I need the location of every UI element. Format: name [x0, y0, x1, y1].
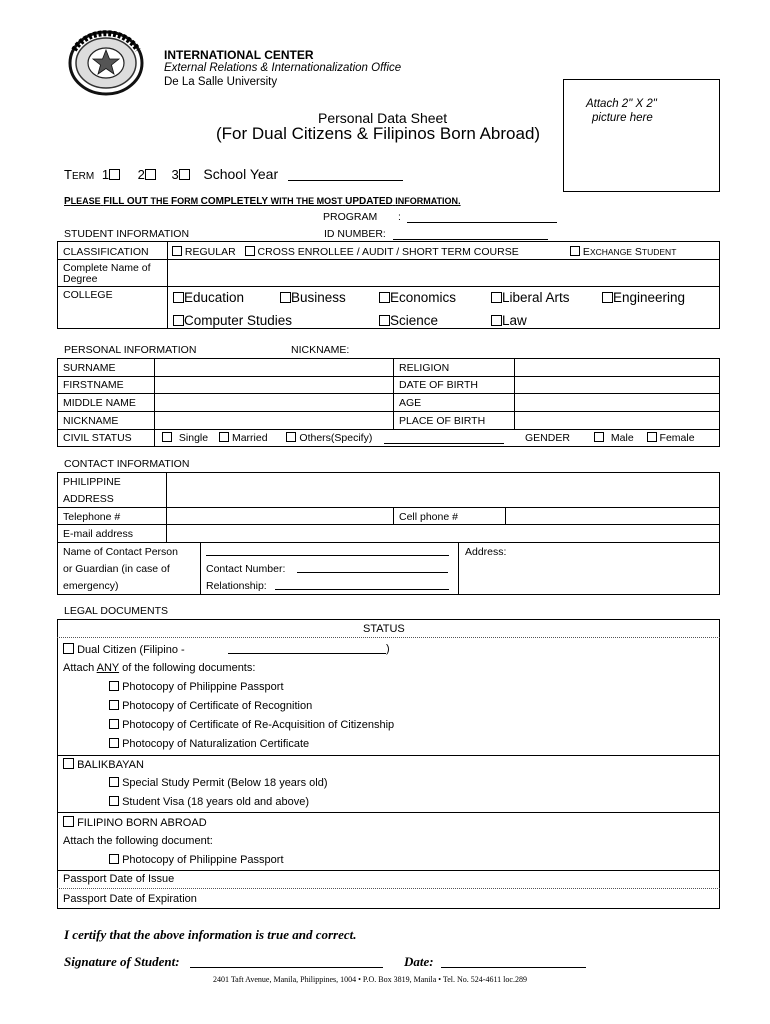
female-checkbox[interactable]: [647, 432, 657, 442]
dual-doc-1-label: Photocopy of Philippine Passport: [122, 681, 284, 693]
divider: [57, 429, 720, 430]
school-year-label: School Year: [203, 166, 279, 182]
college-business[interactable]: [280, 290, 346, 305]
liberal-arts-checkbox[interactable]: [491, 292, 502, 303]
exchange-E: E: [582, 246, 590, 258]
divider: [57, 812, 720, 813]
balikbayan-doc-2: [109, 796, 309, 808]
regular-label: REGULAR: [184, 246, 236, 258]
certification-statement: I certify that the above information is true and correct.: [64, 927, 357, 942]
male-checkbox[interactable]: [594, 432, 604, 442]
dual-doc-4: [109, 738, 309, 750]
passport-expiration-field[interactable]: [230, 891, 716, 906]
dual-citizen-label: Dual Citizen (Filipino -: [77, 644, 185, 656]
engineering-checkbox[interactable]: [602, 292, 613, 303]
program-colon: :: [398, 211, 401, 223]
education-label: Education: [184, 290, 245, 305]
dual-citizen-checkbox[interactable]: [63, 643, 74, 654]
term-label-rest: ERM: [71, 171, 95, 182]
age-label: AGE: [399, 397, 422, 409]
student-rest: TUDENT: [641, 247, 677, 257]
dual-doc-1-checkbox[interactable]: [109, 681, 119, 691]
science-checkbox[interactable]: [379, 315, 390, 326]
date-of-birth-label: DATE OF BIRTH: [399, 379, 478, 391]
exchange-rest: XCHANGE: [589, 247, 632, 257]
religion-label: RELIGION: [399, 362, 450, 374]
telephone-field[interactable]: [169, 509, 391, 523]
contact-number-label: Contact Number:: [206, 563, 286, 575]
divider: [57, 393, 720, 394]
divider: [57, 524, 720, 525]
degree-field[interactable]: [170, 262, 716, 284]
school-year-field[interactable]: [288, 166, 403, 181]
photo-box-line1: Attach 2" X 2": [586, 98, 657, 110]
photo-box[interactable]: [563, 79, 720, 192]
dual-doc-1: [109, 681, 284, 693]
dual-doc-2: [109, 700, 312, 712]
date-field[interactable]: [441, 954, 586, 968]
passport-expiration-label: Passport Date of Expiration: [63, 893, 197, 905]
divider: [458, 542, 459, 595]
term-option-3: 3: [171, 167, 179, 182]
engineering-label: Engineering: [613, 290, 686, 305]
balikbayan-doc-2-checkbox[interactable]: [109, 796, 119, 806]
instructions-orm: ORM: [177, 196, 199, 206]
civil-status-label: CIVIL STATUS: [63, 432, 132, 444]
term-option-1: 1: [101, 167, 110, 182]
university-name: De La Salle University: [164, 76, 278, 88]
instructions-information: INFORMATION: [395, 196, 459, 206]
term-1-checkbox[interactable]: [109, 169, 120, 180]
dual-doc-2-label: Photocopy of Certificate of Recognition: [122, 700, 313, 712]
divider: [57, 376, 720, 377]
business-label: Business: [291, 290, 346, 305]
others-specify-field[interactable]: [384, 432, 504, 444]
instructions-updated: UPDATED: [345, 196, 393, 207]
student-info-label: STUDENT INFORMATION: [64, 228, 190, 240]
signature-field[interactable]: [190, 954, 383, 968]
passport-issue-label: Passport Date of Issue: [63, 873, 175, 885]
id-number-label: ID NUMBER:: [324, 228, 386, 240]
email-label: E-mail address: [63, 528, 134, 540]
divider: [57, 286, 720, 287]
instructions-lease: LEASE: [70, 196, 101, 206]
divider: [57, 888, 720, 889]
instructions-f: F: [171, 196, 178, 207]
cellphone-field[interactable]: [508, 509, 718, 523]
surname-field[interactable]: [157, 360, 391, 375]
balikbayan-option: [63, 758, 144, 771]
dual-doc-3-checkbox[interactable]: [109, 719, 119, 729]
contact-person-label-2: or Guardian (in case of: [63, 563, 170, 575]
degree-label-1: Complete Name of: [63, 262, 151, 274]
divider: [167, 241, 168, 329]
others-label: Others(Specify): [299, 432, 373, 444]
contact-person-label-1: Name of Contact Person: [63, 546, 178, 558]
legal-docs-label: LEGAL DOCUMENTS: [64, 605, 169, 617]
relationship-label: Relationship:: [206, 580, 267, 592]
married-checkbox[interactable]: [219, 432, 229, 442]
computer-studies-checkbox[interactable]: [173, 315, 184, 326]
divider: [200, 542, 201, 595]
passport-issue-field[interactable]: [230, 872, 716, 886]
signature-label: Signature of Student:: [64, 954, 180, 969]
gender-label: GENDER: [525, 432, 570, 444]
middle-name-label: MIDDLE NAME: [63, 397, 136, 409]
exchange-student-option: [570, 246, 676, 258]
divider: [57, 637, 720, 638]
computer-studies-label: Computer Studies: [184, 313, 293, 328]
relationship-field[interactable]: [275, 578, 449, 590]
born-doc-1-label: Photocopy of Philippine Passport: [122, 854, 284, 866]
female-label: Female: [659, 432, 695, 444]
college-economics[interactable]: [379, 290, 456, 305]
divider: [57, 870, 720, 871]
status-header: STATUS: [363, 623, 405, 635]
contact-person-label-3: emergency): [63, 580, 119, 592]
cross-enrollee-label: CROSS ENROLLEE / AUDIT / SHORT TERM COURSE: [257, 246, 519, 258]
footer-address: 2401 Taft Avenue, Manila, Philippines, 1004 • P.O. Box 3819, Manila • Tel. No. 524-4611 loc.289: [213, 975, 527, 984]
term-row: [64, 166, 278, 182]
dual-doc-3-label: Photocopy of Certificate of Re-Acquisition of Citizenship: [122, 719, 395, 731]
instructions-fill: FILL OUT: [103, 196, 149, 207]
born-abroad-checkbox[interactable]: [63, 816, 74, 827]
attach-any: ANY: [96, 662, 120, 674]
dual-citizen-nationality-field[interactable]: [228, 642, 386, 654]
program-label: PROGRAM: [323, 211, 378, 223]
firstname-field[interactable]: [157, 378, 391, 392]
instructions-p: P: [64, 196, 71, 207]
attach-any-text: [63, 662, 255, 674]
gender-options: [594, 432, 695, 444]
divider: [393, 358, 394, 429]
male-label: Male: [610, 432, 634, 444]
divider: [154, 358, 155, 447]
instructions-with: WITH THE MOST: [270, 196, 343, 206]
dual-doc-4-label: Photocopy of Naturalization Certificate: [122, 738, 310, 750]
middle-name-field[interactable]: [157, 395, 391, 409]
dual-citizen-option: [63, 643, 185, 656]
born-abroad-label: FILIPINO BORN ABROAD: [77, 817, 207, 829]
balikbayan-doc-1: [109, 777, 328, 789]
nickname-header-label: NICKNAME:: [291, 344, 350, 356]
attach-pre: Attach: [63, 662, 97, 674]
balikbayan-doc-2-label: Student Visa (18 years old and above): [122, 796, 309, 808]
civil-status-options: [162, 432, 372, 444]
classification-label: CLASSIFICATION: [63, 246, 149, 258]
instructions-completely: COMPLETELY: [200, 196, 269, 207]
firstname-label: FIRSTNAME: [63, 379, 124, 391]
divider: [505, 507, 506, 524]
contact-info-label: CONTACT INFORMATION: [64, 458, 190, 470]
instructions-period: .: [458, 196, 461, 206]
surname-label: SURNAME: [63, 362, 116, 374]
married-label: Married: [231, 432, 268, 444]
personal-info-label: PERSONAL INFORMATION: [64, 344, 197, 356]
balikbayan-doc-1-checkbox[interactable]: [109, 777, 119, 787]
contact-address-field[interactable]: [465, 560, 717, 593]
education-checkbox[interactable]: [173, 292, 184, 303]
divider: [393, 507, 394, 524]
divider: [57, 259, 720, 260]
instructions: [64, 196, 461, 207]
term-option-2: 2: [137, 167, 145, 182]
balikbayan-doc-1-label: Special Study Permit (Below 18 years old): [122, 777, 328, 789]
date-label: Date:: [404, 954, 434, 969]
born-doc-1: [109, 854, 284, 866]
college-science[interactable]: [379, 313, 438, 328]
term-label-initial: T: [64, 167, 72, 182]
telephone-label: Telephone #: [63, 511, 121, 523]
divider: [57, 507, 720, 508]
place-of-birth-label: PLACE OF BIRTH: [399, 415, 486, 427]
degree-label-2: Degree: [63, 273, 98, 285]
divider: [514, 358, 515, 429]
college-liberal-arts[interactable]: [491, 290, 570, 305]
email-field[interactable]: [169, 526, 717, 540]
attach-post: of the following documents:: [119, 662, 256, 674]
dual-doc-2-checkbox[interactable]: [109, 700, 119, 710]
office-name: External Relations & Internationalization Office: [164, 62, 402, 74]
divider: [57, 755, 720, 756]
balikbayan-checkbox[interactable]: [63, 758, 74, 769]
institution-title: INTERNATIONAL CENTER: [164, 48, 314, 62]
nickname-field[interactable]: [157, 413, 391, 427]
divider: [166, 472, 167, 542]
philippine-label: PHILIPPINE: [63, 476, 121, 488]
business-checkbox[interactable]: [280, 292, 291, 303]
attach-following-text: Attach the following document:: [63, 835, 213, 847]
nickname-label: NICKNAME: [63, 415, 119, 427]
science-label: Science: [390, 313, 439, 328]
program-field[interactable]: [407, 211, 557, 223]
cellphone-label: Cell phone #: [399, 511, 458, 523]
economics-checkbox[interactable]: [379, 292, 390, 303]
student-S: S: [634, 246, 642, 258]
id-number-field[interactable]: [393, 228, 548, 240]
university-seal: [66, 30, 146, 96]
contact-name-field[interactable]: [206, 543, 449, 556]
single-checkbox[interactable]: [162, 432, 172, 442]
classification-options: [172, 246, 519, 258]
college-education[interactable]: [173, 290, 244, 305]
law-checkbox[interactable]: [491, 315, 502, 326]
photo-box-line2: picture here: [592, 112, 653, 124]
term-3-checkbox[interactable]: [179, 169, 190, 180]
regular-checkbox[interactable]: [172, 246, 182, 256]
college-label: COLLEGE: [63, 289, 113, 301]
college-law[interactable]: [491, 313, 527, 328]
balikbayan-label: BALIKBAYAN: [77, 759, 144, 771]
form-title: Personal Data Sheet: [318, 110, 448, 126]
dual-doc-4-checkbox[interactable]: [109, 738, 119, 748]
liberal-arts-label: Liberal Arts: [502, 290, 570, 305]
exchange-student-checkbox[interactable]: [570, 246, 580, 256]
form-subtitle: (For Dual Citizens & Filipinos Born Abroad): [216, 124, 541, 143]
term-2-checkbox[interactable]: [145, 169, 156, 180]
contact-number-field[interactable]: [297, 561, 448, 573]
cross-enrollee-checkbox[interactable]: [245, 246, 255, 256]
born-doc-1-checkbox[interactable]: [109, 854, 119, 864]
instructions-the: THE: [150, 196, 169, 206]
college-engineering[interactable]: [602, 290, 685, 305]
college-computer-studies[interactable]: [173, 313, 292, 328]
others-checkbox[interactable]: [286, 432, 296, 442]
single-label: Single: [178, 432, 209, 444]
divider: [57, 411, 720, 412]
philippine-address-field[interactable]: [169, 474, 717, 505]
dual-citizen-close: ): [386, 643, 390, 655]
born-abroad-option: [63, 816, 207, 829]
address-label: ADDRESS: [63, 493, 114, 505]
contact-address-label: Address:: [465, 546, 507, 558]
law-label: Law: [502, 313, 527, 328]
economics-label: Economics: [390, 290, 457, 305]
dual-doc-3: [109, 719, 394, 731]
